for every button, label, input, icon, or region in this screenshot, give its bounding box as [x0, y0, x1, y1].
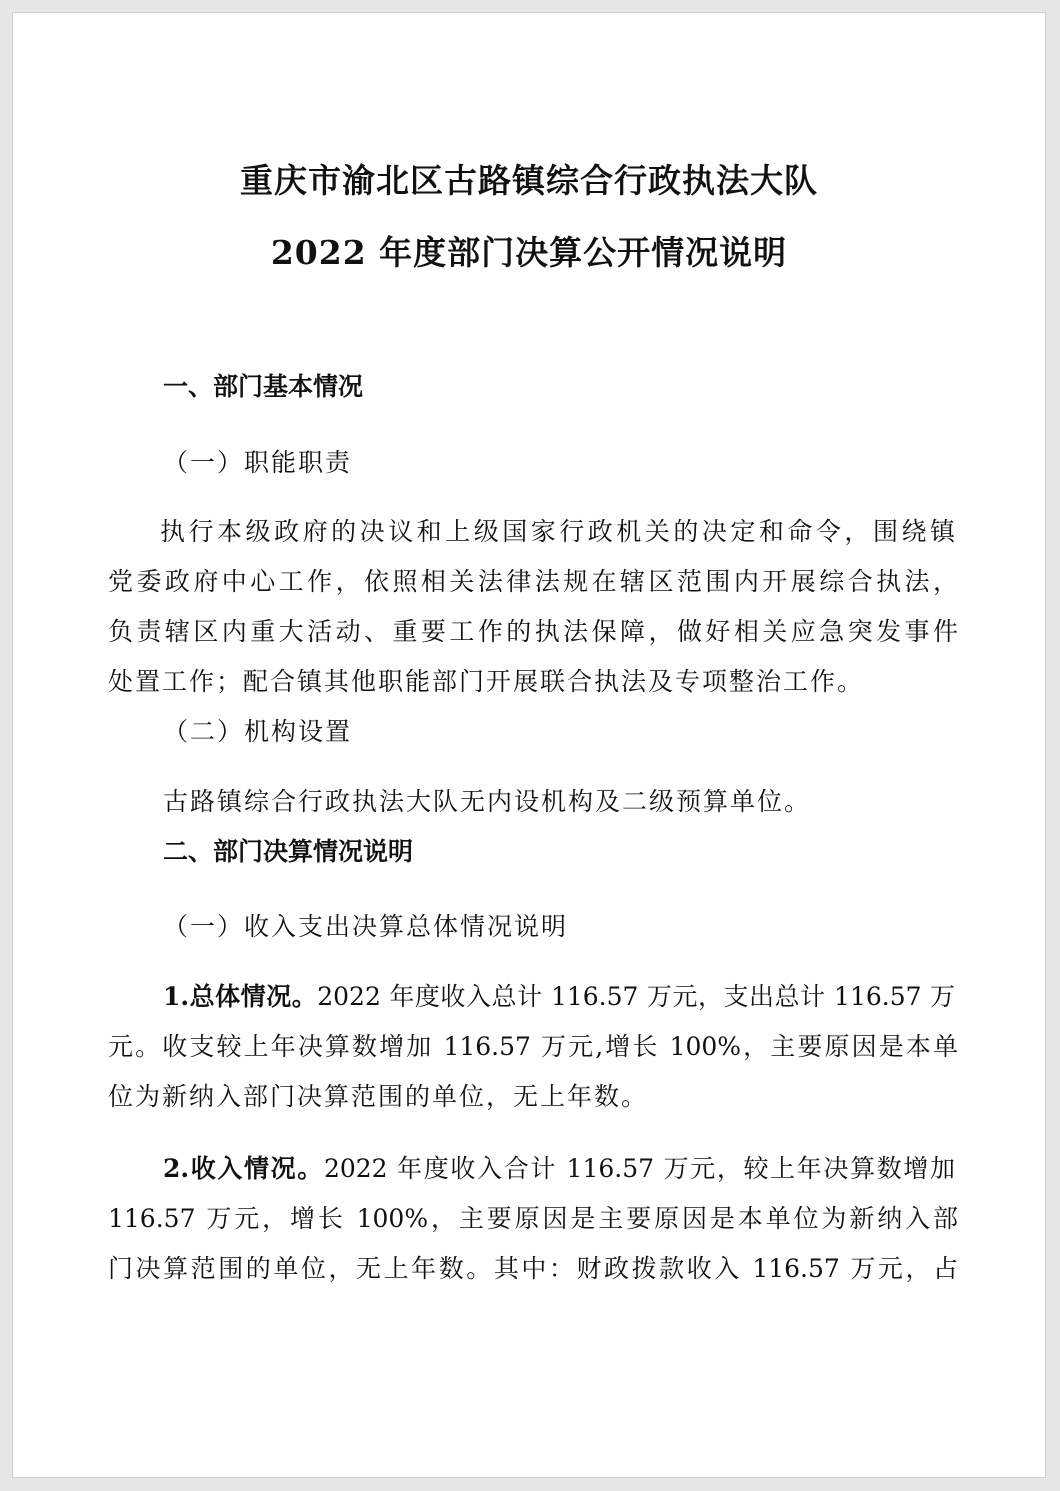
income-line-3: 门决算范围的单位，无上年数。其中：财政拨款收入 116.57 万元，占 — [108, 1254, 958, 1283]
document-page — [12, 12, 1046, 1478]
sub1-heading: （一）职能职责 — [163, 448, 353, 477]
duties-paragraph-line: 党委政府中心工作，依照相关法律法规在辖区范围内开展综合执法， — [108, 567, 958, 596]
org-text: 古路镇综合行政执法大队无内设机构及二级预算单位。 — [163, 787, 812, 816]
overall-line-1 — [163, 981, 955, 1013]
overall-text: 2022 年度收入总计 116.57 万元，支出总计 116.57 万 — [317, 982, 955, 1011]
section1-heading: 一、部门基本情况 — [163, 372, 364, 401]
section2-heading: 二、部门决算情况说明 — [163, 837, 414, 866]
overall-line-2: 元。收支较上年决算数增加 116.57 万元,增长 100%，主要原因是本单 — [108, 1032, 958, 1061]
document-title-line1: 重庆市渝北区古路镇综合行政执法大队 — [240, 161, 818, 200]
income-text: 2022 年度收入合计 116.57 万元，较上年决算数增加 — [323, 1154, 955, 1183]
income-line-2: 116.57 万元，增长 100%，主要原因是主要原因是本单位为新纳入部 — [108, 1204, 958, 1233]
overall-label: 1.总体情况。 — [163, 982, 318, 1011]
duties-paragraph-line: 负责辖区内重大活动、重要工作的执法保障，做好相关应急突发事件 — [108, 617, 958, 646]
duties-paragraph-line: 处置工作；配合镇其他职能部门开展联合执法及专项整治工作。 — [108, 667, 865, 696]
sub2-heading: （二）机构设置 — [163, 717, 353, 746]
document-title-line2: 2022 年度部门决算公开情况说明 — [270, 233, 788, 272]
income-label: 2.收入情况。 — [163, 1154, 324, 1183]
income-line-1 — [163, 1153, 955, 1185]
duties-paragraph-line: 执行本级政府的决议和上级国家行政机关的决定和命令，围绕镇 — [160, 517, 955, 546]
sub3-heading: （一）收入支出决算总体情况说明 — [163, 912, 569, 941]
overall-line-3: 位为新纳入部门决算范围的单位，无上年数。 — [108, 1082, 649, 1111]
